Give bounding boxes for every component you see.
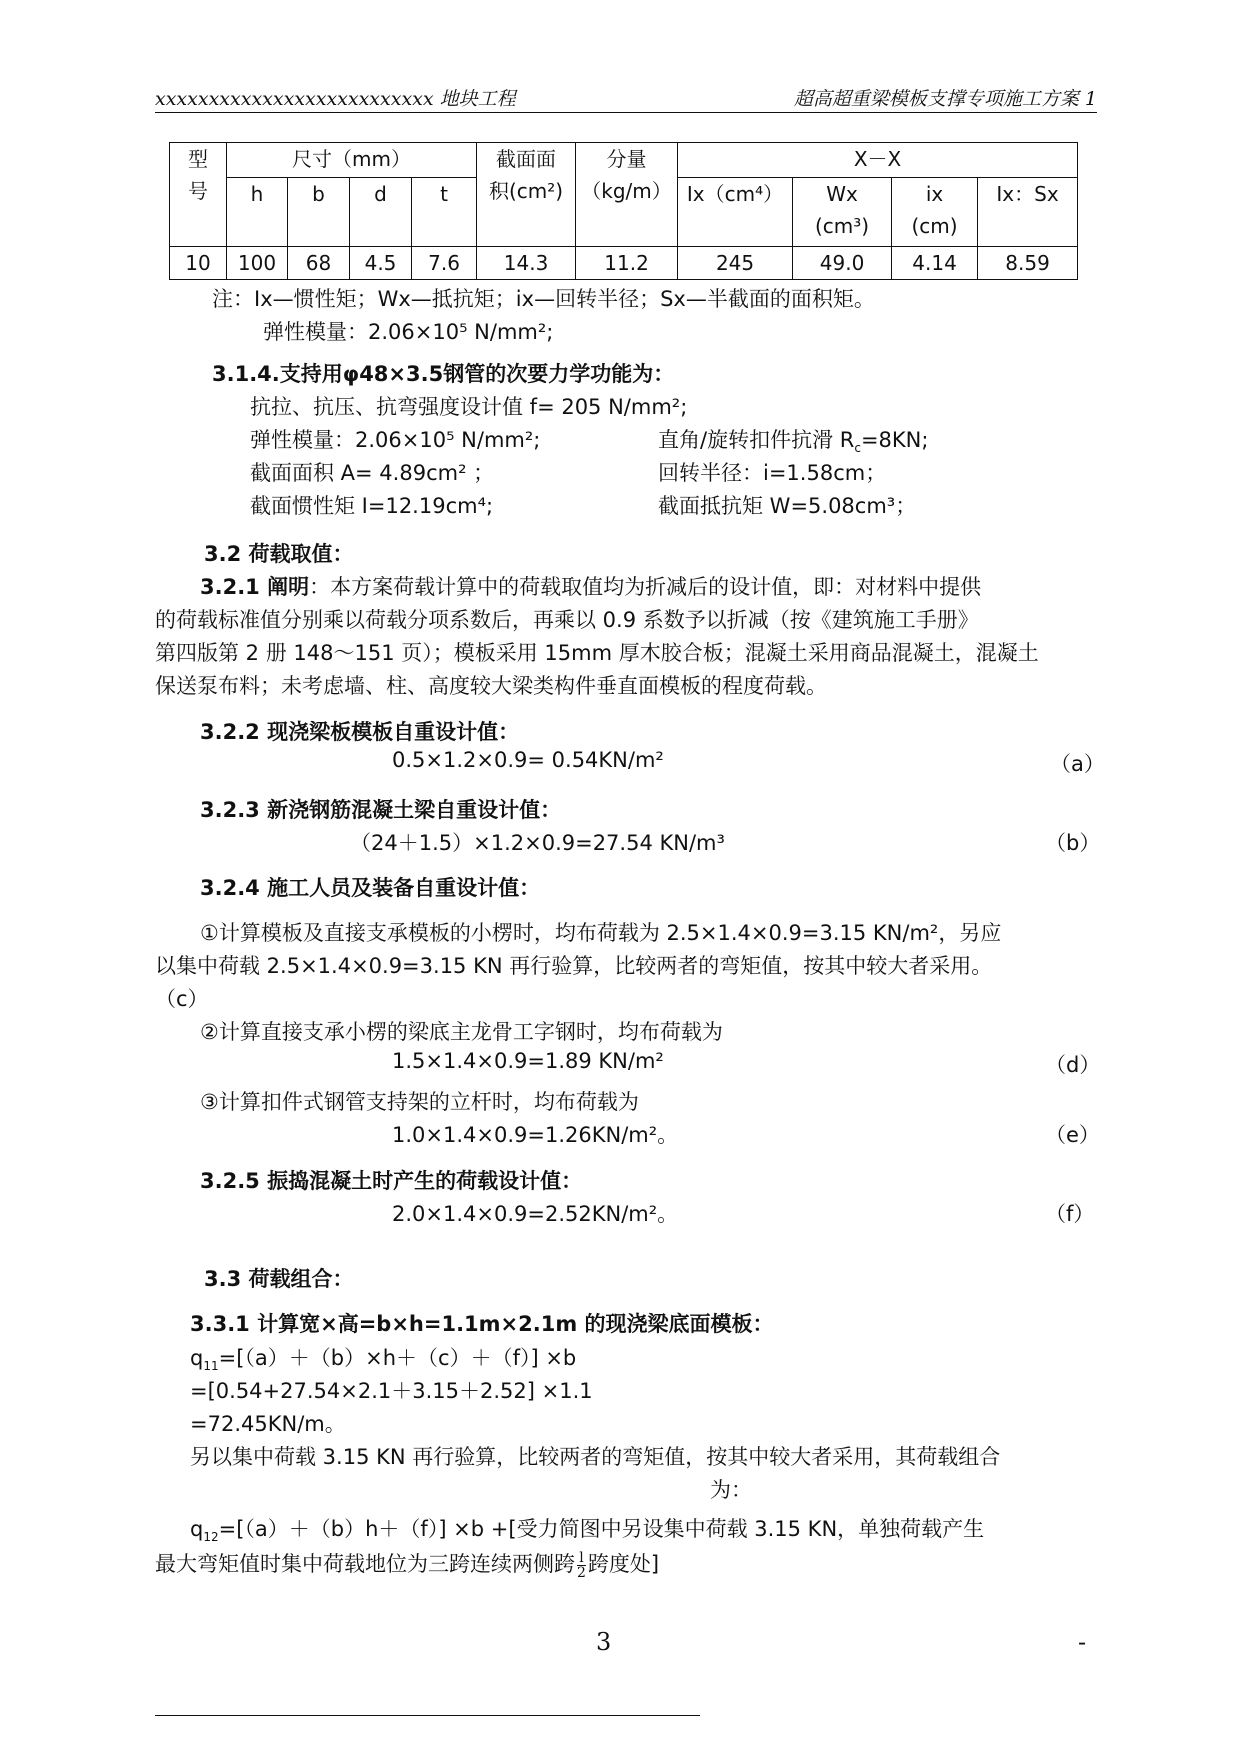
cell: 4.14 [892, 247, 978, 280]
section-3-2-1-line2: 的荷载标准值分别乘以荷载分项系数后，再乘以 0.9 系数予以折减（按《建筑施工手册》 [155, 608, 979, 632]
tag-f: （f） [1045, 1202, 1095, 1226]
col-area-header: 截面面 积(cm²) [477, 143, 576, 247]
section-3-2-title: 3.2 荷载取值： [204, 542, 354, 566]
col-t: t [412, 178, 477, 247]
header-rule [155, 112, 1097, 113]
header-left: xxxxxxxxxxxxxxxxxxxxxxxxxx 地块工程 [155, 88, 516, 110]
cell: 49.0 [793, 247, 892, 280]
tag-b: （b） [1045, 831, 1101, 855]
fastener-slip: 直角/旋转扣件抗滑 $R_c=8KN$; [658, 428, 929, 456]
section-area: 截面面积 A= 4.89cm² ； [250, 461, 495, 485]
tag-c: （c） [155, 987, 209, 1011]
formula-a: 0.5×1.2×0.9= 0.54KN/m² [392, 748, 664, 772]
steel-spec-table [169, 142, 1078, 280]
section-3-2-5-title: 3.2.5 振捣混凝土时产生的荷载设计值： [200, 1169, 583, 1193]
col-weight-header: 分量 （kg/m） [576, 143, 678, 247]
section-3-2-3-title: 3.2.3 新浇钢筋混凝土梁自重设计值： [200, 798, 562, 822]
col-wx: Wx (cm³) [793, 178, 892, 247]
elastic-modulus-note: 弹性模量：2.06×10⁵ N/mm²; [263, 320, 554, 344]
footer-rule [155, 1715, 700, 1716]
footer-dash: - [1078, 1628, 1087, 1656]
col-size-header: 尺寸（mm） [227, 143, 477, 178]
tag-e: （e） [1045, 1123, 1100, 1147]
q11-formula: $q_{11}=[(a)+(b)\times h+(c)+(f)] \times b$ [190, 1346, 577, 1374]
col-h: h [227, 178, 288, 247]
item1-line1: ①计算模板及直接支承模板的小楞时，均布荷载为 2.5×1.4×0.9=3.15 KN/m²，另应 [200, 921, 1002, 945]
cell: 4.5 [350, 247, 412, 280]
q11-result: =72.45KN/m。 [190, 1412, 346, 1436]
formula-d: 1.5×1.4×0.9=1.89 KN/m² [392, 1049, 664, 1073]
col-ix: ix (cm) [892, 178, 978, 247]
formula-e: 1.0×1.4×0.9=1.26KN/m²。 [392, 1123, 679, 1147]
col-ix-cap: Ix（cm⁴） [678, 178, 793, 247]
cell: 68 [288, 247, 350, 280]
section-3-2-1-line1: 3.2.1 阐明：本方案荷载计算中的荷载取值均为折减后的设计值，即：对材料中提供 [200, 575, 982, 599]
cell: 14.3 [477, 247, 576, 280]
q11-expanded: =[0.54+27.54×2.1＋3.15＋2.52] ×1.1 [190, 1379, 593, 1403]
concentrated-load-line: 另以集中荷载 3.15 KN 再行验算，比较两者的弯矩值，按其中较大者采用，其荷载组合 [190, 1445, 1001, 1469]
col-type-header: 型 号 [170, 143, 227, 247]
tag-a: （a） [1050, 752, 1105, 776]
section-3-3-1-title: 3.3.1 计算宽×高=b×h=1.1m×2.1m 的现浇梁底面模板： [190, 1312, 774, 1336]
item2-text: ②计算直接支承小楞的梁底主龙骨工字钢时，均布荷载为 [200, 1020, 723, 1044]
section-3-3-title: 3.3 荷载组合： [204, 1267, 354, 1291]
col-ixsx: Ix：Sx [978, 178, 1078, 247]
cell: 8.59 [978, 247, 1078, 280]
item3-text: ③计算扣件式钢管支持架的立杆时，均布荷载为 [200, 1090, 639, 1114]
section-3-2-2-title: 3.2.2 现浇梁板模板自重设计值： [200, 720, 520, 744]
col-d: d [350, 178, 412, 247]
header-right: 超高超重梁模板支撑专项施工方案 1 [793, 88, 1097, 110]
col-b: b [288, 178, 350, 247]
section-3-2-1-line4: 保送泵布料；未考虑墙、柱、高度较大梁类构件垂直面模板的程度荷载。 [155, 674, 827, 698]
section-3-2-1-line3: 第四版第 2 册 148～151 页）；模板采用 15mm 厚木胶合板；混凝土采用商品混凝土，混凝土 [155, 641, 1039, 665]
section-3-1-4-title: 3.1.4.支持用φ48×3.5钢管的次要力学功能为： [212, 362, 675, 386]
cell: 7.6 [412, 247, 477, 280]
table-note: 注：Ix—惯性矩；Wx—抵抗矩；ix—回转半径；Sx—半截面的面积矩。 [212, 287, 875, 311]
page-number: 3 [596, 1628, 612, 1656]
cell: 245 [678, 247, 793, 280]
moment-inertia: 截面惯性矩 I=12.19cm⁴; [250, 494, 494, 518]
q12-formula: $q_{12}=[(a)+(b)h+(f)] \times b$ +[受力简图中另设集中荷载 3.15 KN，单独荷载产生 [190, 1517, 985, 1545]
fraction-l-over-2: $\frac{l}{2}$ [577, 1549, 586, 1581]
radius-gyration: 回转半径：i=1.58cm； [658, 461, 887, 485]
tag-d: （d） [1045, 1053, 1101, 1077]
cell: 100 [227, 247, 288, 280]
concentrated-load-line2: 为： [710, 1478, 752, 1502]
elastic-modulus: 弹性模量：2.06×10⁵ N/mm²; [250, 428, 541, 452]
strength-value: 抗拉、抗压、抗弯强度设计值 f= 205 N/mm²; [250, 395, 688, 419]
formula-b: （24＋1.5）×1.2×0.9=27.54 KN/m³ [350, 831, 725, 855]
formula-f: 2.0×1.4×0.9=2.52KN/m²。 [392, 1202, 679, 1226]
q12-line2: 最大弯矩值时集中荷载地位为三跨连续两侧跨 $\frac{l}{2}$ 跨度处] [155, 1549, 660, 1581]
item1-line2: 以集中荷载 2.5×1.4×0.9=3.15 KN 再行验算，比较两者的弯矩值，按其中较大者采用。 [155, 954, 993, 978]
section-3-2-4-title: 3.2.4 施工人员及装备自重设计值： [200, 876, 541, 900]
table-row [170, 247, 1078, 280]
cell: 11.2 [576, 247, 678, 280]
col-xx-header: X－X [678, 143, 1078, 178]
section-modulus: 截面抵抗矩 W=5.08cm³； [658, 494, 917, 518]
cell: 10 [170, 247, 227, 280]
